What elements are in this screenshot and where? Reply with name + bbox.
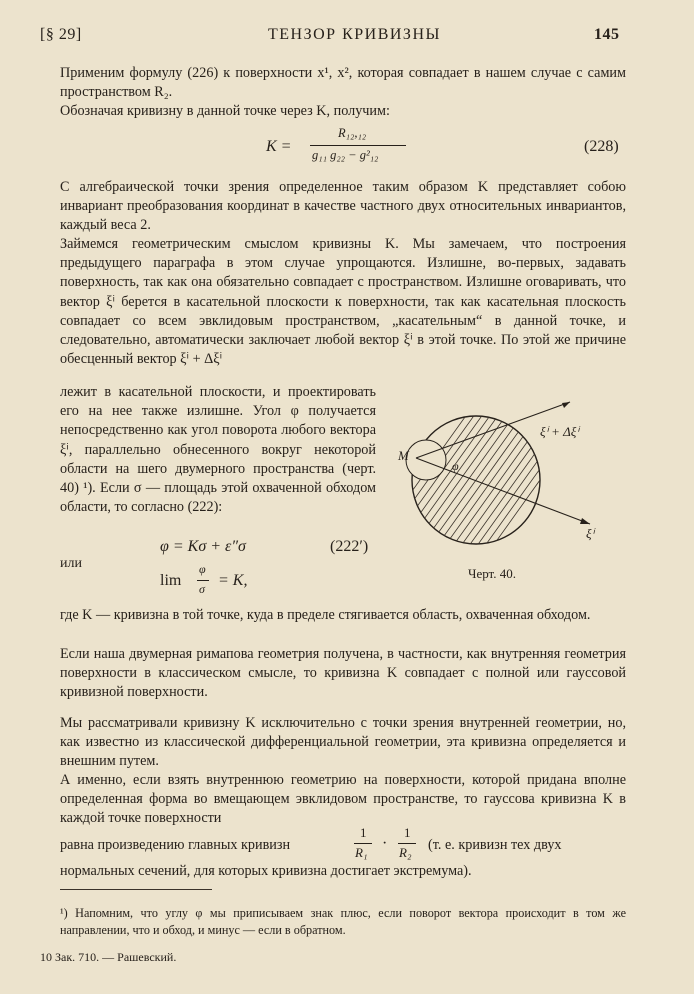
product-num-1: 1 xyxy=(360,825,367,840)
word-ili: или xyxy=(60,556,82,571)
product-bar-1 xyxy=(354,843,372,844)
lim-fraction-bar xyxy=(197,580,209,581)
label-phi: φ xyxy=(452,459,459,473)
paragraph-8a: А именно, если взять внутреннюю геометрию на поверхности, которой придана вполне определенная форма во вмещающем эвклидовом пространстве, то гауссова кривизна K в каждой точке поверхности xyxy=(60,772,626,827)
paragraph-8b-right: (т. е. кривизн тех двух xyxy=(428,837,562,853)
paragraph-6: Если наша двумерная римапова геометрия получена, в частности, как внутренняя геометрия поверхности в классическом смысле, то кривизна K совпадает с полной или гауссовой кривизной поверхности. xyxy=(60,646,626,701)
arrowhead-lower xyxy=(580,518,590,524)
label-m: M xyxy=(398,448,409,463)
paragraph-4b: лежит в касательной плоскости, и проектировать его на нее также излишне. Угол φ получается непосредственно как угол поворота любого вектора ξⁱ, параллельно обнесенного вокруг некоторой области на шего двумерного пространства (черт. 40) ¹). Если σ — площадь этой охваченной обходом области, то согласно (222): xyxy=(60,384,376,516)
paragraph-2: Обозначая кривизну в данной точке через K, получим: xyxy=(60,103,390,119)
arrowhead-upper xyxy=(562,402,570,408)
formula-222-tag: (222′) xyxy=(330,538,369,555)
paragraph-8c: нормальных сечений, для которых кривизна достигает экстремума). xyxy=(60,863,472,879)
page-number: 145 xyxy=(594,26,620,43)
label-lower-vector: ξⁱ xyxy=(586,526,594,541)
paragraph-8b-left: равна произведению главных кривизн xyxy=(60,837,291,853)
lim-rhs: = K, xyxy=(218,572,248,589)
paragraph-1: Применим формулу (226) к поверхности x¹, x², которая совпадает в нашем случае с самим пространством R₂. xyxy=(60,65,626,101)
footnote: ¹) Напомним, что углу φ мы приписываем знак плюс, если поворот вектора происходит в том же направлении, что и обход, и минус — если в обратном. xyxy=(60,906,626,937)
running-title: ТЕНЗОР КРИВИЗНЫ xyxy=(268,26,441,43)
product-bar-2 xyxy=(398,843,416,844)
paragraph-4a: Займемся геометрическим смыслом кривизны K. Мы замечаем, что построения предыдущего параграфа в этом случае упрощаются. Излишне, во-первых, задавать поверхность, так как она обязательно совпадает с пространством. Излишне оговаривать, что вектор ξⁱ берется в касательной плоскости к поверхности, так как касательная плоскость совпадает со всем эвклидовым пространством, „касательным“ в данной точке, и следовательно, автоматически заключает любой вектор ξⁱ в этой точке. По этой же причине обесценный вектор ξⁱ + Δξⁱ xyxy=(60,236,626,368)
lim-word: lim xyxy=(160,572,182,589)
inner-circle xyxy=(406,440,446,480)
section-ref: [§ 29] xyxy=(40,26,82,43)
product-den-2: R₂ xyxy=(399,845,412,860)
product-den-1: R₁ xyxy=(355,845,368,860)
product-num-2: 1 xyxy=(404,825,411,840)
fraction-bar xyxy=(310,145,406,146)
formula-222: φ = Kσ + ε″σ xyxy=(160,538,246,555)
figure-40 xyxy=(390,400,620,560)
formula-228-denominator: g₁₁ g₂₂ − g²₁₂ xyxy=(312,148,379,162)
paragraph-5: где K — кривизна в той точке, куда в пределе стягивается область, охваченная обходом. xyxy=(60,607,591,623)
figure-caption: Черт. 40. xyxy=(468,566,517,581)
lim-numerator: φ xyxy=(199,562,206,576)
paragraph-7: Мы рассматривали кривизну K исключительно с точки зрения внутренней геометрии, но, как известно из классической дифференциальной геометрии, эта кривизна определяется и внешним путем. xyxy=(60,715,626,770)
lim-denominator: σ xyxy=(199,582,205,596)
formula-228-tag: (228) xyxy=(584,138,619,155)
formula-228-lhs: K = xyxy=(266,138,292,155)
formula-228-numerator: R₁₂,₁₂ xyxy=(338,126,367,140)
paragraph-3: С алгебраической точки зрения определенное таким образом K представляет собою инвариант преобразования координат в качестве частного двух относительных инвариантов, каждый веса 2. xyxy=(60,179,626,234)
product-dot: · xyxy=(382,835,388,852)
label-upper-vector: ξⁱ + Δξⁱ xyxy=(540,424,579,439)
footnote-rule xyxy=(60,889,212,890)
printer-footer: 10 Зак. 710. — Рашевский. xyxy=(40,950,177,964)
